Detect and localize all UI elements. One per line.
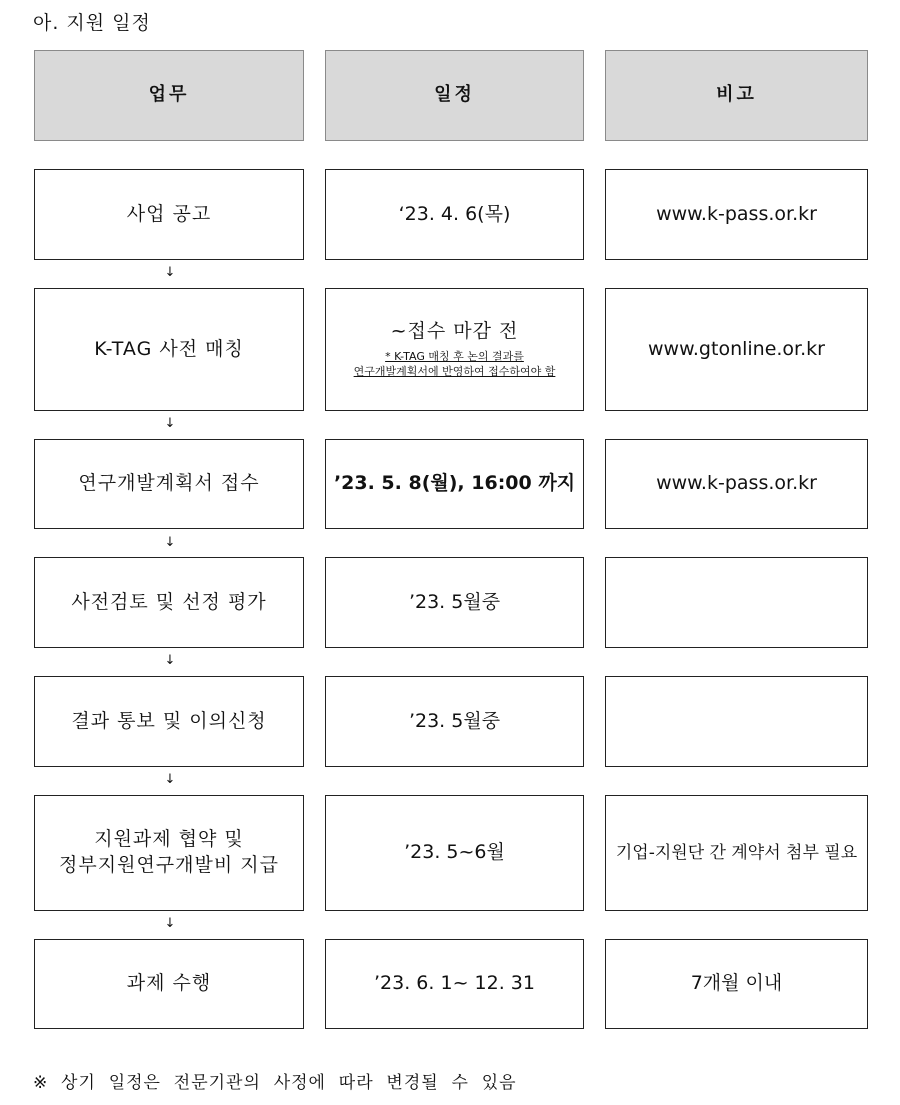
schedule-box-plan-submission bbox=[325, 439, 584, 529]
schedule-box-review-evaluation bbox=[325, 557, 584, 648]
schedule-box-project-execution bbox=[325, 939, 584, 1029]
schedule-label: ~접수 마감 전 bbox=[390, 319, 519, 342]
schedule-box-ktag-matching bbox=[325, 288, 584, 411]
header-schedule-label: 일정 bbox=[434, 84, 475, 106]
header-remark bbox=[605, 50, 868, 141]
task-box-announcement bbox=[34, 169, 304, 260]
task-label: 지원과제 협약 및 정부지원연구개발비 지급 bbox=[59, 828, 279, 876]
task-label: 연구개발계획서 접수 bbox=[78, 472, 260, 495]
remark-label: 7개월 이내 bbox=[690, 972, 783, 995]
task-label: 사전검토 및 선정 평가 bbox=[71, 590, 267, 613]
task-box-review-evaluation bbox=[34, 557, 304, 648]
remark-box-review-evaluation bbox=[605, 557, 868, 648]
header-task bbox=[34, 50, 304, 141]
down-arrow-icon: ↓ bbox=[164, 416, 176, 431]
remark-box-plan-submission bbox=[605, 439, 868, 529]
task-label: 과제 수행 bbox=[126, 972, 212, 995]
schedule-box-announcement bbox=[325, 169, 584, 260]
task-box-ktag-matching bbox=[34, 288, 304, 411]
header-remark-label: 비고 bbox=[716, 84, 757, 106]
remark-link[interactable]: www.k-pass.or.kr bbox=[656, 202, 817, 225]
schedule-label: ’23. 5월중 bbox=[408, 709, 501, 732]
header-schedule bbox=[325, 50, 584, 141]
schedule-label: ’23. 6. 1~ 12. 31 bbox=[374, 972, 535, 995]
schedule-label: ’23. 5. 8(월), 16:00 까지 bbox=[333, 472, 576, 495]
schedule-label: ’23. 5~6월 bbox=[404, 841, 505, 864]
schedule-box-agreement-funding bbox=[325, 795, 584, 911]
task-box-project-execution bbox=[34, 939, 304, 1029]
task-box-plan-submission bbox=[34, 439, 304, 529]
down-arrow-icon: ↓ bbox=[164, 916, 176, 931]
schedule-label: ‘23. 4. 6(목) bbox=[398, 202, 511, 225]
remark-box-result-notice bbox=[605, 676, 868, 767]
footnote: ※ 상기 일정은 전문기관의 사정에 따라 변경될 수 있음 bbox=[33, 1073, 517, 1093]
task-label: K-TAG 사전 매칭 bbox=[94, 337, 244, 360]
header-task-label: 업무 bbox=[148, 84, 190, 106]
schedule-note: * K-TAG 매칭 후 논의 결과를 연구개발계획서에 반영하여 접수하여야 함 bbox=[353, 350, 556, 379]
down-arrow-icon: ↓ bbox=[164, 653, 176, 668]
task-box-agreement-funding bbox=[34, 795, 304, 911]
remark-link[interactable]: www.gtonline.or.kr bbox=[648, 337, 825, 360]
remark-link[interactable]: www.k-pass.or.kr bbox=[656, 472, 817, 495]
remark-label: 기업-지원단 간 계약서 첨부 필요 bbox=[615, 842, 858, 863]
task-label: 사업 공고 bbox=[126, 202, 212, 225]
task-label: 결과 통보 및 이의신청 bbox=[71, 709, 267, 732]
remark-box-project-execution bbox=[605, 939, 868, 1029]
schedule-label: ’23. 5월중 bbox=[408, 590, 501, 613]
schedule-box-result-notice bbox=[325, 676, 584, 767]
remark-box-agreement-funding bbox=[605, 795, 868, 911]
task-box-result-notice bbox=[34, 676, 304, 767]
down-arrow-icon: ↓ bbox=[164, 772, 176, 787]
down-arrow-icon: ↓ bbox=[164, 265, 176, 280]
remark-box-announcement bbox=[605, 169, 868, 260]
remark-box-ktag-matching bbox=[605, 288, 868, 411]
down-arrow-icon: ↓ bbox=[164, 535, 176, 550]
section-title: 아. 지원 일정 bbox=[33, 12, 151, 34]
